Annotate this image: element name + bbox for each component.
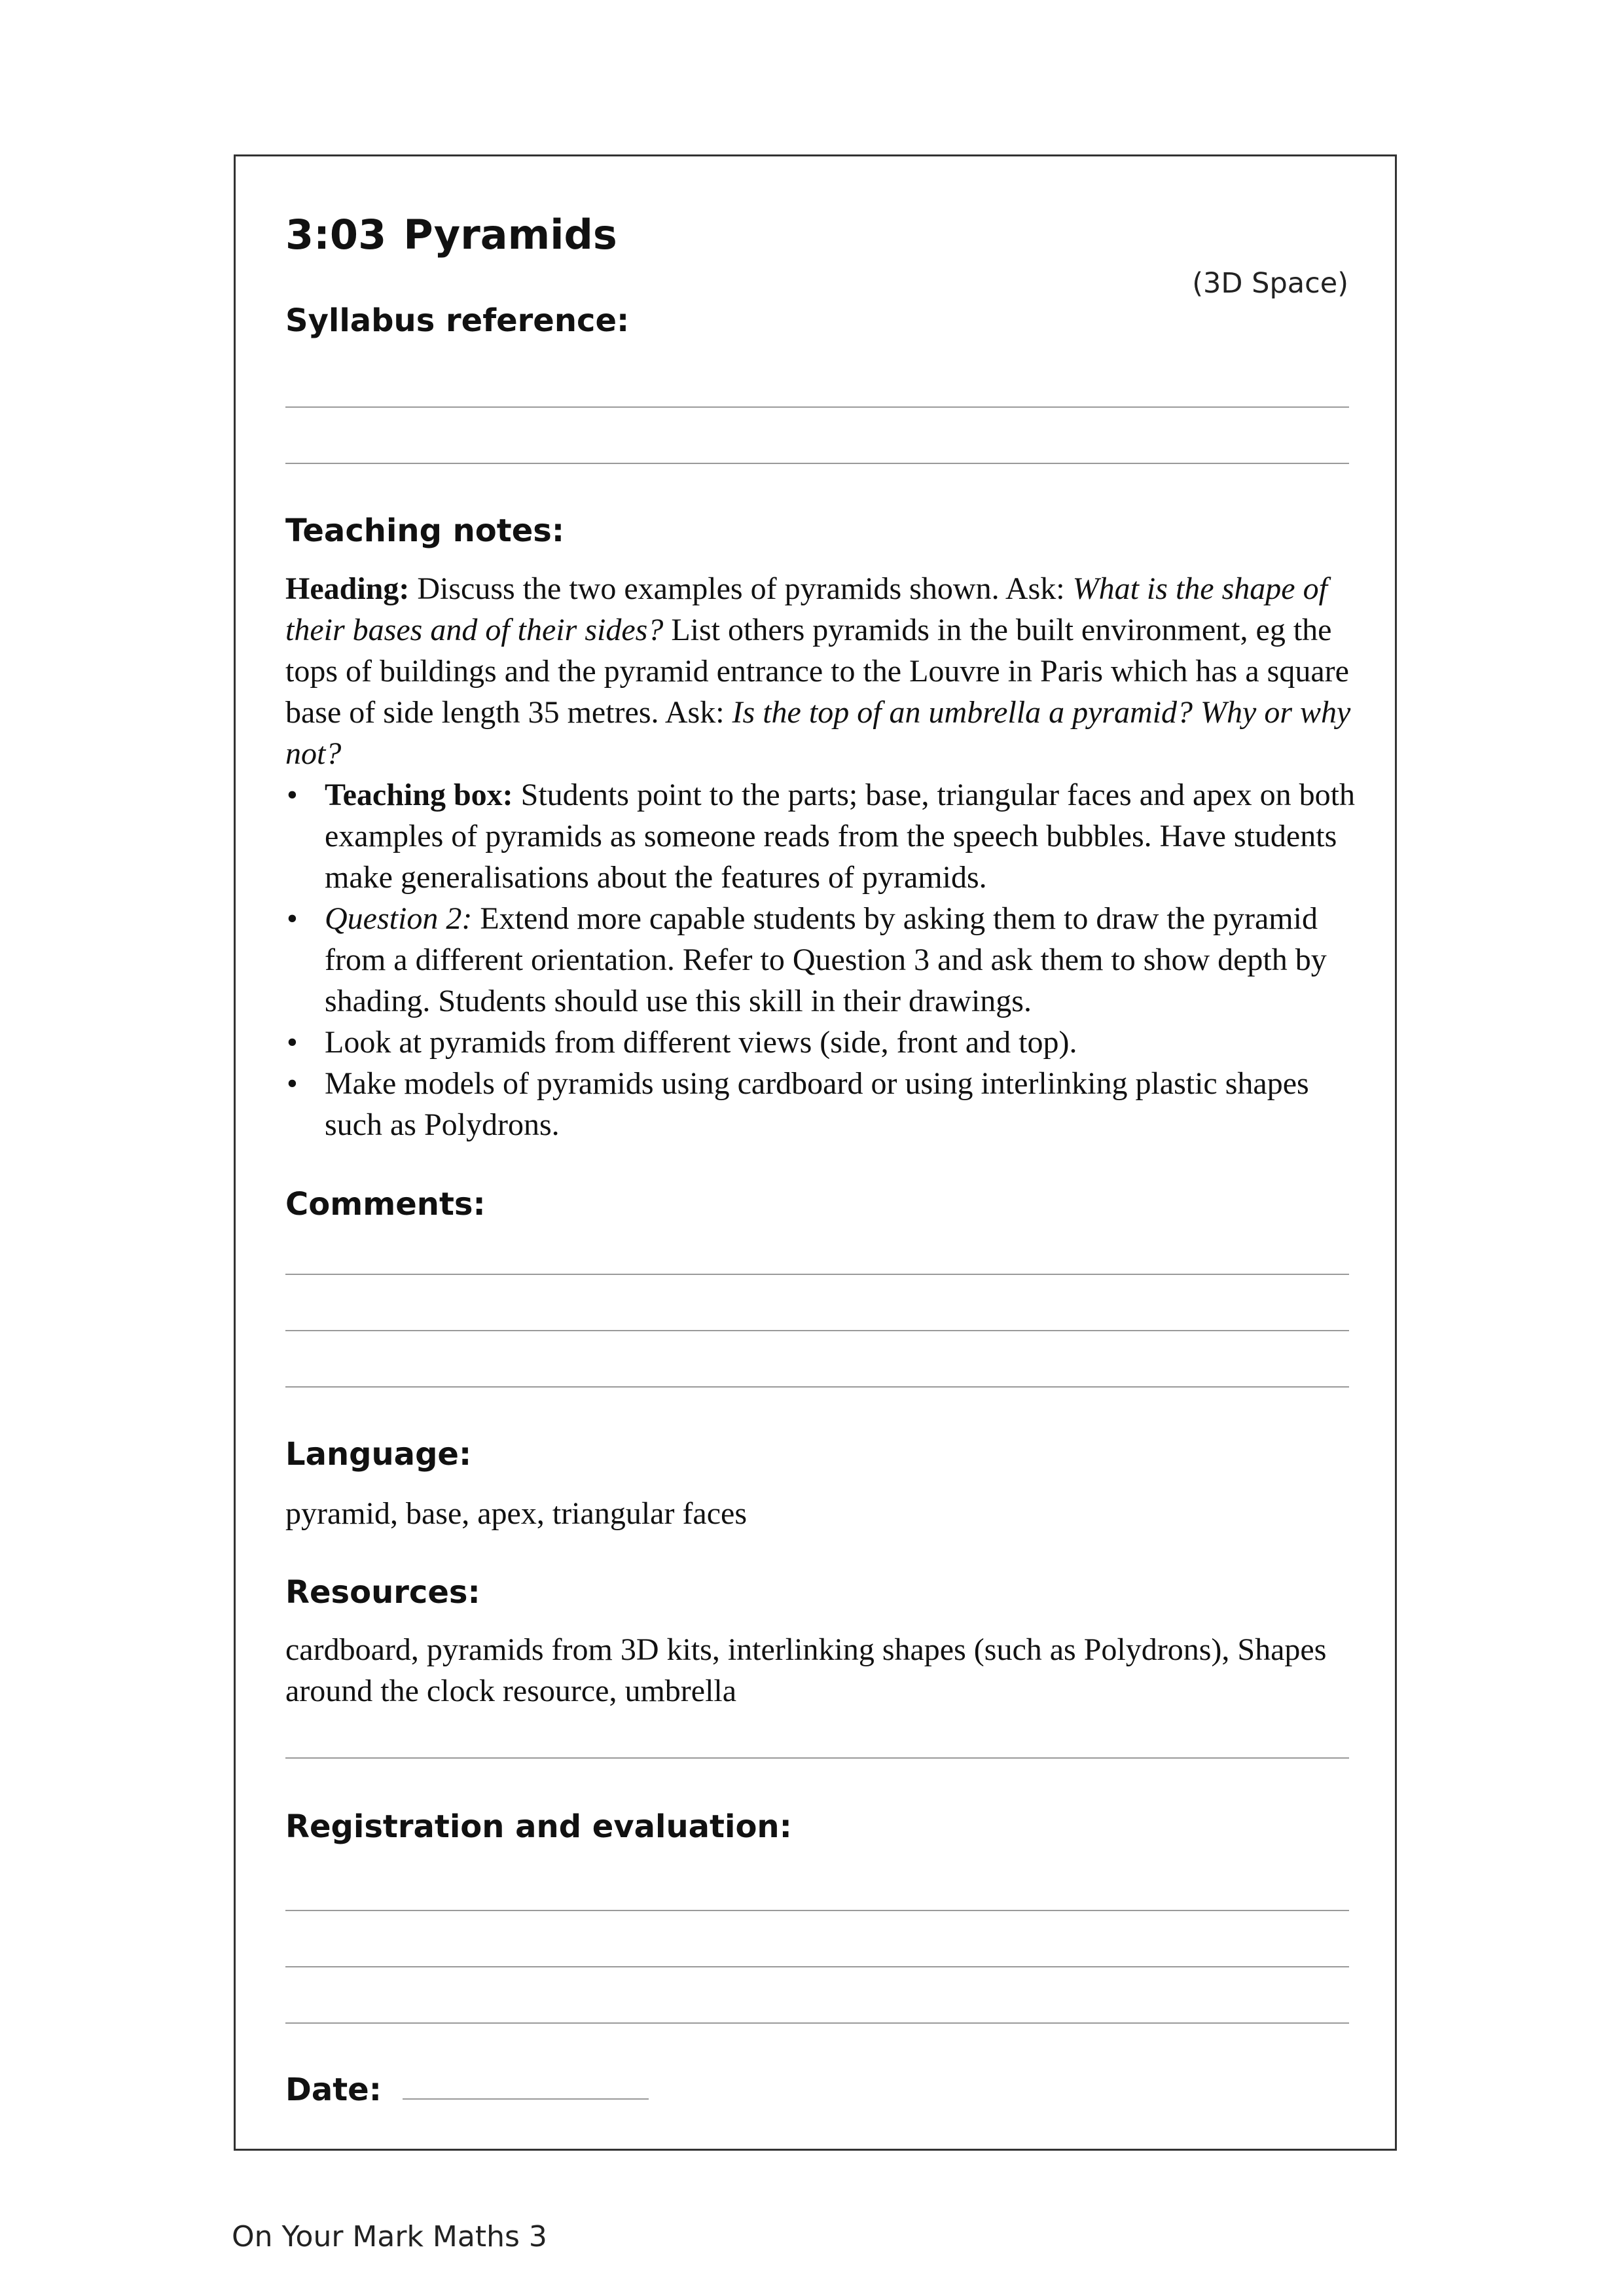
heading-paragraph — [285, 568, 1359, 774]
bullet-3-text: Look at pyramids from different views (side, front and top). — [325, 1025, 1077, 1060]
resources-text: cardboard, pyramids from 3D kits, interlinking shapes (such as Polydrons), Shapes around the clock resource, umbrella — [285, 1632, 1327, 1708]
registration-line-3 — [285, 2022, 1349, 2024]
page-title — [285, 211, 617, 259]
heading-question-1: What is the shape of their bases and of their sides? — [285, 571, 1327, 647]
lesson-title: Pyramids — [403, 211, 617, 259]
bullet-4-text: Make models of pyramids using cardboard or using interlinking plastic shapes such as Polydrons. — [325, 1066, 1309, 1142]
bullet-icon: • — [287, 1066, 298, 1101]
footer-text: On Your Mark Maths 3 — [232, 2220, 547, 2253]
teaching-notes-heading: Teaching notes: — [285, 512, 565, 549]
heading-question-2: Is the top of an umbrella a pyramid? Why or why not? — [285, 695, 1351, 771]
syllabus-line-1 — [285, 406, 1349, 408]
language-text: pyramid, base, apex, triangular faces — [285, 1496, 748, 1531]
strand-label: (3D Space) — [1192, 267, 1348, 300]
comments-heading: Comments: — [285, 1186, 486, 1223]
bullet-1-text: Students point to the parts; base, triangular faces and apex on both examples of pyramids as someone reads from the speech bubbles. Have students make generalisations about the features of pyramids. — [325, 778, 1355, 895]
bullet-2-label: Question 2: — [325, 901, 473, 936]
bullet-views — [285, 1022, 1359, 1063]
comments-line-3 — [285, 1386, 1349, 1388]
comments-line-1 — [285, 1274, 1349, 1275]
teaching-notes-body — [285, 568, 1359, 1145]
heading-label: Heading: — [285, 571, 410, 606]
bullet-icon: • — [287, 778, 298, 812]
bullet-icon: • — [287, 901, 298, 936]
bullet-icon: • — [287, 1025, 298, 1060]
heading-text-1: Discuss the two examples of pyramids shown. Ask: — [409, 571, 1073, 606]
registration-heading: Registration and evaluation: — [285, 1808, 792, 1845]
bullet-question-2 — [285, 898, 1359, 1022]
bullet-teaching-box — [285, 774, 1359, 898]
lesson-number: 3:03 — [285, 211, 387, 259]
teaching-bullets — [285, 774, 1359, 1145]
bullet-2-text: Extend more capable students by asking them to draw the pyramid from a different orientation. Refer to Question 3 and ask them to show depth by shading. Students should use this skill in their drawings. — [325, 901, 1327, 1018]
language-heading: Language: — [285, 1436, 472, 1473]
date-field-line — [403, 2098, 649, 2100]
page-frame — [234, 154, 1397, 2151]
bullet-models — [285, 1063, 1359, 1145]
syllabus-heading: Syllabus reference: — [285, 302, 630, 339]
resources-line — [285, 1757, 1349, 1759]
resources-heading: Resources: — [285, 1574, 480, 1611]
date-label: Date: — [285, 2072, 382, 2108]
bullet-1-label: Teaching box: — [325, 778, 513, 812]
registration-line-2 — [285, 1966, 1349, 1967]
registration-line-1 — [285, 1910, 1349, 1911]
comments-line-2 — [285, 1330, 1349, 1331]
syllabus-line-2 — [285, 463, 1349, 464]
heading-text-2: List others pyramids in the built environment, eg the tops of buildings and the pyramid entrance to the Louvre in Paris which has a square base of side length 35 metres. Ask: — [285, 613, 1349, 730]
